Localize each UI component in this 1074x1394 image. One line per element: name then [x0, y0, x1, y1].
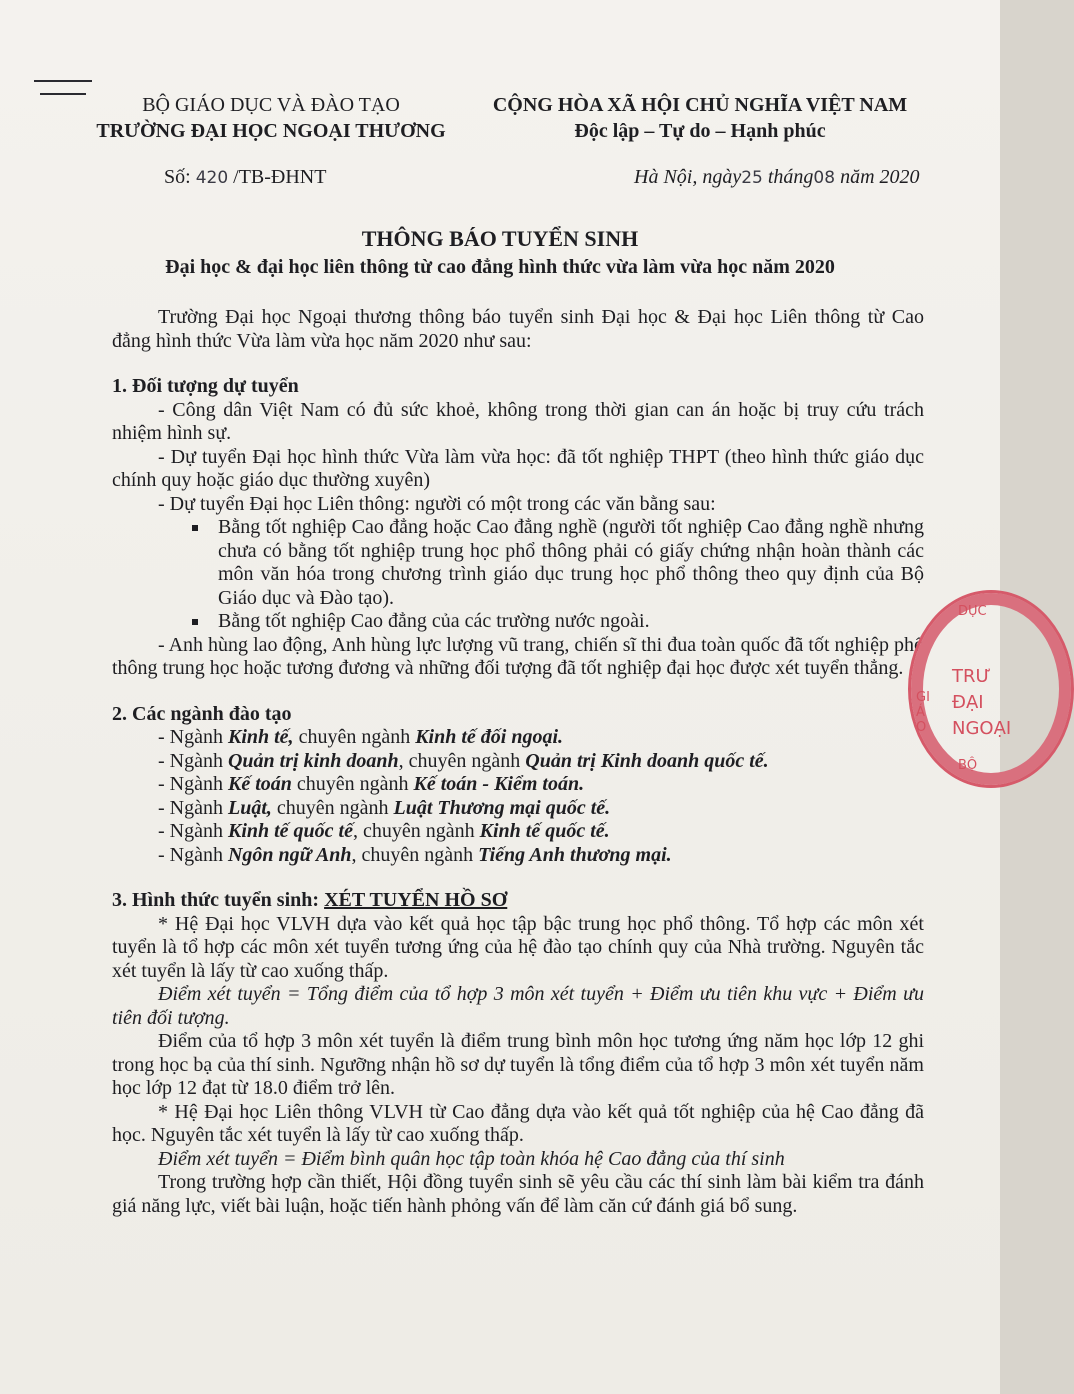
major-item: - Ngành Quản trị kinh doanh, chuyên ngành Quản trị Kinh doanh quốc tế. — [158, 749, 769, 772]
section-1-heading: 1. Đối tượng dự tuyển — [112, 375, 299, 397]
number-suffix: /TB-ĐHNT — [228, 166, 327, 188]
handwritten-month: 08 — [813, 168, 836, 188]
handwritten-mark — [34, 80, 92, 82]
document-title: THÔNG BÁO TUYỂN SINH — [361, 226, 639, 251]
date-place: Hà Nội, ngày — [634, 166, 742, 188]
stamp-text: TRƯ ĐẠI NGOẠI — [952, 666, 1012, 739]
section-3-paragraph: * Hệ Đại học VLVH dựa vào kết quả học tập bậc trung học phổ thông. Tổ hợp các môn xét tuyển là tổ hợp các môn xét tuyển tương ứng của hệ đào tạo chính quy của Nhà trường. Nguyên tắc xét tuyển là lấy từ cao xuống thấp. — [112, 912, 924, 982]
formula: Điểm xét tuyển = Tổng điểm của tổ hợp 3 môn xét tuyển + Điểm ưu tiên khu vực + Điểm ưu tiên đối tượng. — [112, 983, 924, 1029]
document-number — [164, 166, 326, 189]
issuer-header — [76, 92, 466, 144]
section-1-paragraph: - Công dân Việt Nam có đủ sức khoẻ, không trong thời gian can án hoặc bị truy cứu trách nhiệm hình sự. — [112, 398, 924, 444]
major-item: - Ngành Kinh tế quốc tế, chuyên ngành Kinh tế quốc tế. — [158, 820, 610, 842]
handwritten-number: 420 — [195, 168, 229, 188]
date-month-label: tháng — [762, 166, 814, 188]
intro-paragraph: Trường Đại học Ngoại thương thông báo tuyển sinh Đại học & Đại học Liên thông từ Cao đẳng hình thức Vừa làm vừa học năm 2020 như sau: — [112, 306, 924, 352]
date-year-label: năm 2020 — [835, 166, 920, 188]
stamp-ring-text: BỘ — [958, 758, 978, 773]
section-1-paragraph: - Dự tuyển Đại học Liên thông: người có một trong các văn bằng sau: — [158, 492, 716, 515]
bullet-item: Bằng tốt nghiệp Cao đẳng hoặc Cao đẳng nghề (người tốt nghiệp Cao đẳng nghề nhưng chưa có bằng tốt nghiệp trung học phổ thông phải có giấy chứng nhận hoàn thành các môn văn hóa trong chương trình giáo dục trung học phổ thông theo quy định của Bộ Giáo dục và Đào tạo). — [112, 516, 924, 610]
stamp-ring-text: GIÁO — [916, 690, 930, 735]
university-name: TRƯỜNG ĐẠI HỌC NGOẠI THƯƠNG — [96, 120, 446, 142]
major-item: - Ngành Luật, chuyên ngành Luật Thương mại quốc tế. — [158, 796, 611, 819]
ministry-name: BỘ GIÁO DỤC VÀ ĐÀO TẠO — [142, 94, 400, 116]
formula: Điểm xét tuyển = Điểm bình quân học tập toàn khóa hệ Cao đẳng của thí sinh — [158, 1147, 785, 1170]
handwritten-day: 25 — [741, 168, 763, 188]
section-1-paragraph: - Anh hùng lao động, Anh hùng lực lượng vũ trang, chiến sĩ thi đua toàn quốc đã tốt nghiệp phổ thông trung học hoặc tương đương và những đối tượng đã tốt nghiệp đại học được xét tuyển thẳng. — [112, 633, 924, 679]
major-item: - Ngành Ngôn ngữ Anh, chuyên ngành Tiếng Anh thương mại. — [158, 843, 672, 866]
document-body — [112, 306, 924, 1218]
section-2-heading: 2. Các ngành đào tạo — [112, 702, 292, 725]
republic-name: CỘNG HÒA XÃ HỘI CHỦ NGHĨA VIỆT NAM — [492, 94, 908, 116]
bullet-item: Bằng tốt nghiệp Cao đẳng của các trường nước ngoài. — [112, 610, 924, 634]
document-date — [634, 166, 920, 189]
number-prefix: Số: — [164, 166, 196, 188]
national-header — [462, 92, 938, 144]
major-item: - Ngành Kế toán chuyên ngành Kế toán - Kiểm toán. — [158, 773, 585, 795]
document-subtitle: Đại học & đại học liên thông từ cao đẳng hình thức vừa làm vừa học năm 2020 — [165, 256, 835, 278]
section-3-paragraph: * Hệ Đại học Liên thông VLVH từ Cao đẳng dựa vào kết quả tốt nghiệp của hệ Cao đẳng đã học. Nguyên tắc xét tuyển là lấy từ cao xuống thấp. — [112, 1100, 924, 1146]
section-3-paragraph: Trong trường hợp cần thiết, Hội đồng tuyển sinh sẽ yêu cầu các thí sinh làm bài kiểm tra đánh giá năng lực, viết bài luận, hoặc tiến hành phỏng vấn để làm căn cứ đánh giá bổ sung. — [112, 1171, 924, 1217]
section-1-paragraph: - Dự tuyển Đại học hình thức Vừa làm vừa học: đã tốt nghiệp THPT (theo hình thức giáo dục chính quy hoặc giáo dục thường xuyên) — [112, 445, 924, 491]
national-motto: Độc lập – Tự do – Hạnh phúc — [574, 120, 826, 142]
section-3-paragraph: Điểm của tổ hợp 3 môn xét tuyển là điểm trung bình môn học tương ứng năm học lớp 12 ghi trong học bạ của thí sinh. Ngưỡng nhận hồ sơ dự tuyển là tổng điểm của tổ hợp 3 môn xét tuyển năm học lớp 12 đạt từ 18.0 điểm trở lên. — [112, 1030, 924, 1099]
major-item: - Ngành Kinh tế, chuyên ngành Kinh tế đối ngoại. — [158, 726, 564, 748]
stamp-ring-text: DỤC — [958, 604, 987, 619]
section-3-heading: 3. Hình thức tuyển sinh: XÉT TUYỂN HỒ SƠ — [112, 889, 508, 911]
